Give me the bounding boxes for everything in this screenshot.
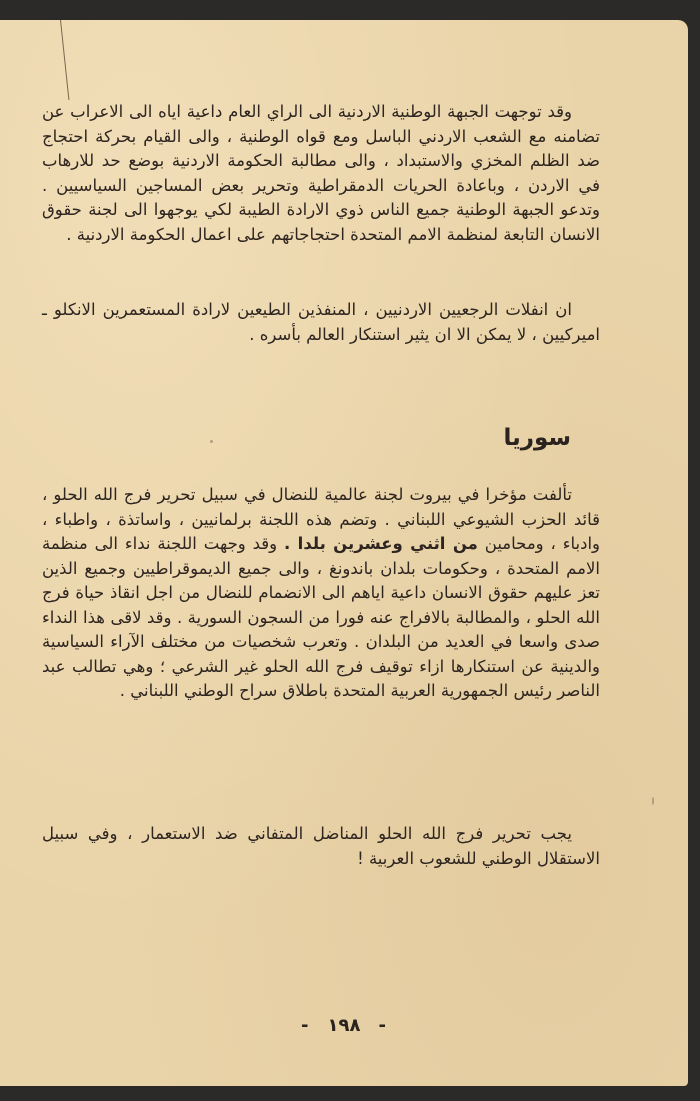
- page-number-footer: [0, 1015, 688, 1036]
- page-number: ١٩٨: [327, 1015, 361, 1036]
- paragraph: ان انفلات الرجعيين الاردنيين ، المنفذين الطيعين لارادة المستعمرين الانكلو ـ اميركيين ، لا يمكن الا ان يثير استنكار العالم بأسره .: [42, 300, 600, 344]
- paper-speck: [210, 440, 213, 443]
- book-page: [0, 20, 688, 1086]
- dash-right: -: [378, 1015, 387, 1036]
- section-heading-syria: سوريا: [503, 425, 571, 451]
- paragraph: [42, 483, 600, 704]
- paragraph: وقد توجهت الجبهة الوطنية الاردنية الى الراي العام داعية اياه الى الاعراب عن تضامنه مع الشعب الاردني الباسل ومع قواه الوطنية ، والى القيام بحركة احتجاج ضد الظلم المخزي والاستبداد ، والى مطالبة الحكومة الاردنية بوضع حد للارهاب في الاردن ، وباعادة الحريات الدمقراطية وتحرير بعض المساجين السياسيين . وتدعو الجبهة الوطنية جميع الناس ذوي الارادة الطيبة لكي يوجهوا الى لجنة حقوق الانسان التابعة لمنظمة الامم المتحدة احتجاجاتهم على اعمال الحكومة الاردنية .: [42, 102, 600, 244]
- paper-crease: [60, 20, 73, 100]
- jordan-section-paragraph-1: [42, 100, 600, 247]
- jordan-section-paragraph-2: [42, 298, 600, 347]
- paper-speck: [652, 797, 654, 805]
- bold-phrase: من اثني وعشرين بلدا .: [284, 534, 478, 553]
- paragraph-text: تألفت مؤخرا في بيروت لجنة عالمية للنضال في سبيل تحرير فرج الله الحلو ، قائد الحزب الشيوعي اللبناني . وتضم هذه اللجنة برلمانيين ، واساتذة ، واطباء ، وادباء ، ومحامين: [42, 485, 600, 553]
- paragraph-text: وقد وجهت اللجنة نداء الى منظمة الامم المتحدة ، وحكومات بلدان باندونغ ، والى جميع الديموقراطيين وجميع الذين تعز عليهم حقوق الانسان داعية اياهم الى الانضمام للنضال من اجل انقاذ حياة فرج الله الحلو ، والمطالبة بالافراج عنه فورا من السجون السورية . وقد لاقى هذا النداء صدى واسعا في العديد من البلدان . وتعرب شخصيات من مختلف الآراء السياسية والدينية عن استنكارها ازاء توقيف فرج الله الحلو غير الشرعي ؛ وهي تطالب عبد الناصر رئيس الجمهورية العربية المتحدة باطلاق سراح الوطني اللبناني .: [42, 534, 600, 700]
- syria-section-paragraph-1: [42, 483, 600, 704]
- paragraph: يجب تحرير فرج الله الحلو المناضل المتفاني ضد الاستعمار ، وفي سبيل الاستقلال الوطني للشعوب العربية !: [42, 824, 600, 868]
- dash-left: -: [301, 1015, 310, 1036]
- syria-section-paragraph-2: [42, 822, 600, 871]
